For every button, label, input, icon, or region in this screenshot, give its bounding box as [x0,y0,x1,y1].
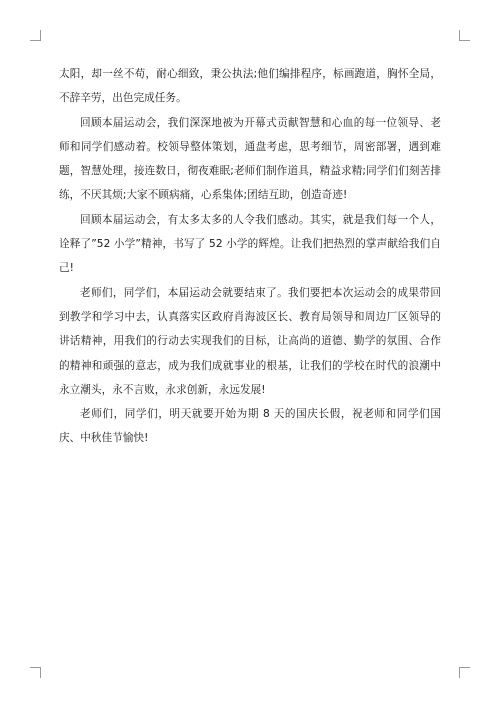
paragraph-5: 老师们，同学们，明天就要开始为期 8 天的国庆长假，祝老师和同学们国庆、中秋佳节愉快! [59,408,441,445]
paragraph-4: 老师们，同学们，本届运动会就要结束了。我们要把本次运动会的成果带回到教学和学习中去，认真落实区政府肖海波区长、教育局领导和周边厂区领导的讲话精神，用我们的行动去实现我们的目标，让高尚的道德、勤学的氛围、合作的精神和顽强的意志，成为我们成就事业的根基，让我们的学校在时代的浪潮中永立潮头，永不言败，永求创新，永远发展! [59,286,441,396]
crop-mark-top-left [30,30,41,41]
crop-mark-top-right [459,30,470,41]
document-body [59,62,441,451]
crop-mark-bottom-right [459,667,470,678]
crop-mark-bottom-left [30,667,41,678]
paragraph-2: 回顾本届运动会，我们深深地被为开幕式贡献智慧和心血的每一位领导、老师和同学们感动着。校领导整体策划，通盘考虑，思考细节，周密部署，遇到难题，智慧处理，接连数日，彻夜难眠;老师们制作道具，精益求精;同学们们刻苦排练，不厌其烦;大家不顾病痛，心系集体;团结互助，创造奇迹! [59,116,441,202]
paragraph-3: 回顾本届运动会，有太多太多的人令我们感动。其实，就是我们每一个人，诠释了”52 小学”精神，书写了 52 小学的辉煌。让我们把热烈的掌声献给我们自己! [59,213,441,275]
paragraph-1: 太阳，却一丝不苟，耐心细致，秉公执法;他们编排程序，标画跑道，胸怀全局，不辞辛劳，出色完成任务。 [59,68,441,105]
